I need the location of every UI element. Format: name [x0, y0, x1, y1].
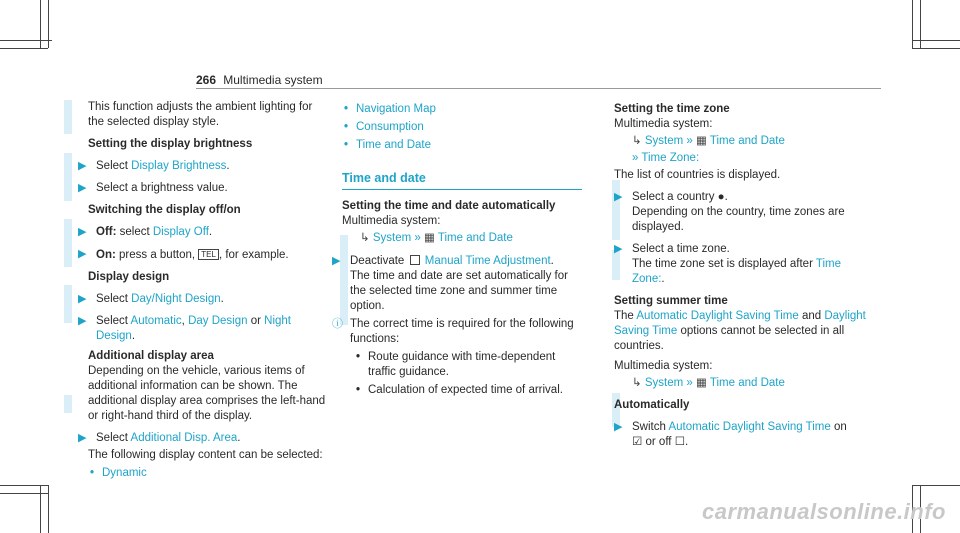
step: ▶ On: press a button, TEL , for example.: [78, 248, 289, 261]
crop-mark: [0, 493, 48, 494]
watermark: carmanualsonline.info: [702, 499, 946, 524]
calendar-icon: ▦: [696, 135, 707, 147]
area-text: Depending on the vehicle, various items of additional information can be shown. The additional display area comprises the left-hand or right-hand third of the display.: [88, 365, 326, 422]
menu-path: [342, 231, 582, 246]
left-margin-bar: [64, 153, 72, 201]
crop-mark: [48, 0, 49, 48]
list-item: [88, 466, 328, 481]
auto-dst-link[interactable]: Automatic Daylight Saving Time: [636, 310, 799, 322]
section-title: Multimedia system: [223, 73, 323, 87]
left-margin-bar: [64, 100, 72, 134]
heading-brightness: Setting the display brightness: [88, 138, 253, 150]
bullet-icon: •: [356, 351, 361, 363]
info-icon: ⓘ: [332, 318, 343, 330]
path-intro: Multimedia system:: [342, 215, 441, 227]
display-brightness-link[interactable]: Display Brightness: [131, 160, 227, 172]
page-number: 266: [196, 73, 217, 87]
step: ▶ Select Display Brightness.: [78, 160, 230, 172]
bullet-icon: •: [344, 121, 349, 133]
time-and-date-link[interactable]: Time and Date: [356, 139, 431, 151]
arrow-icon: ▶: [332, 255, 341, 267]
middle-column: [332, 100, 582, 398]
path-time-and-date[interactable]: Time and Date: [437, 232, 513, 244]
checkbox-empty-icon: [410, 255, 420, 265]
path-system[interactable]: System: [644, 135, 684, 147]
arrow-icon: ▶: [78, 293, 87, 305]
heading-time-zone: Setting the time zone: [614, 103, 730, 115]
left-margin-bar: [64, 219, 72, 267]
heading-area: Additional display area: [88, 350, 214, 362]
arrow-icon: ▶: [78, 248, 87, 260]
path-time-zone[interactable]: Time Zone:: [641, 152, 700, 164]
step: ▶ Deactivate Manual Time Adjustment. The time and date are set automatically for the selected time zone and summer time option.: [328, 254, 582, 314]
arrow-icon: ▶: [78, 226, 87, 238]
step: ▶ Switch Automatic Daylight Saving Time on ☑ or off ☐.: [614, 421, 847, 448]
heading-onoff: Switching the display off/on: [88, 204, 241, 216]
step: ▶ Select Additional Disp. Area.: [78, 432, 241, 444]
step: ▶ Select Day/Night Design.: [78, 293, 224, 305]
auto-dst-switch-link[interactable]: Automatic Daylight Saving Time: [668, 421, 831, 433]
dst-link[interactable]: Daylight Saving Time: [614, 310, 866, 337]
arrow-return-icon: ↳: [632, 135, 642, 147]
dynamic-link[interactable]: Dynamic: [102, 467, 147, 479]
arrow-icon: ▶: [614, 191, 623, 203]
list-item: [342, 138, 582, 153]
day-design-link[interactable]: Day Design: [188, 315, 248, 327]
bullet-icon: •: [90, 467, 95, 479]
crop-mark: [912, 485, 960, 486]
display-off-link[interactable]: Display Off: [152, 226, 209, 238]
navigation-map-link[interactable]: Navigation Map: [356, 103, 436, 115]
double-chevron-icon: »: [686, 135, 693, 147]
menu-path: [614, 134, 872, 149]
menu-path: [614, 151, 872, 166]
list-item: • Route guidance with time-dependent traffic guidance.: [356, 351, 556, 378]
arrow-return-icon: ↳: [360, 232, 370, 244]
crop-mark: [0, 40, 52, 41]
crop-mark: [48, 485, 49, 533]
menu-path: [614, 376, 872, 391]
calendar-icon: ▦: [696, 377, 707, 389]
step: ▶ Select a country ●. Depending on the country, time zones are displayed.: [614, 191, 845, 233]
double-chevron-icon: »: [414, 232, 421, 244]
crop-mark: [0, 485, 48, 486]
page-header: [196, 73, 323, 87]
arrow-icon: ▶: [78, 182, 87, 194]
arrow-return-icon: ↳: [632, 377, 642, 389]
day-night-design-link[interactable]: Day/Night Design: [131, 293, 221, 305]
checkbox-checked-icon: ☑: [632, 436, 643, 448]
heading-design: Display design: [88, 271, 170, 283]
bullet-icon: •: [344, 139, 349, 151]
time-zone-link[interactable]: Time Zone:: [632, 258, 842, 285]
automatic-link[interactable]: Automatic: [130, 315, 182, 327]
arrow-icon: ▶: [614, 421, 623, 433]
double-chevron-icon: »: [632, 152, 639, 164]
left-margin-bar: [64, 285, 72, 323]
path-time-and-date[interactable]: Time and Date: [709, 377, 785, 389]
heading-automatically: Automatically: [614, 399, 690, 411]
calendar-icon: ▦: [424, 232, 435, 244]
section-rule: [342, 189, 582, 190]
arrow-icon: ▶: [78, 315, 87, 327]
left-column: [78, 100, 328, 481]
step: ▶ Select a time zone. The time zone set is displayed after Time Zone:.: [614, 243, 842, 285]
intro-text: This function adjusts the ambient lighting for the selected display style.: [88, 101, 313, 128]
heading-time-date: Time and date: [342, 171, 426, 185]
list-item: [342, 120, 582, 135]
path-intro: Multimedia system:: [614, 360, 713, 372]
arrow-icon: ▶: [78, 432, 87, 444]
checkbox-empty-icon: ☐: [674, 436, 686, 448]
path-system[interactable]: System: [372, 232, 412, 244]
arrow-icon: ▶: [614, 243, 623, 255]
step: ▶ Select a brightness value.: [78, 182, 228, 194]
arrow-icon: ▶: [78, 160, 87, 172]
content-text: The following display content can be selected:: [88, 449, 323, 461]
heading-auto: Setting the time and date automatically: [342, 200, 556, 212]
step: ▶ Off: select Display Off.: [78, 226, 213, 238]
bullet-icon: •: [344, 103, 349, 115]
additional-disp-area-link[interactable]: Additional Disp. Area: [130, 432, 238, 444]
manual-time-adjustment-link[interactable]: Manual Time Adjustment: [424, 255, 551, 267]
list-text: The list of countries is displayed.: [614, 169, 781, 181]
bullet-icon: •: [356, 384, 361, 396]
step: ▶ Select Automatic, Day Design or Night Design.: [78, 315, 291, 342]
header-rule: [196, 88, 881, 89]
deactivate-text: The time and date are set automatically for the selected time zone and summer time option.: [350, 270, 568, 312]
list-item: [342, 102, 582, 117]
crop-mark: [912, 40, 960, 41]
summer-text: The Automatic Daylight Saving Time and Daylight Saving Time options cannot be selected in all countries.: [614, 310, 866, 352]
crop-mark: [912, 48, 960, 49]
tel-key-icon: TEL: [198, 249, 219, 260]
night-design-link[interactable]: Night Design: [96, 315, 291, 342]
list-item: • Calculation of expected time of arrival.: [356, 384, 563, 396]
right-column: [614, 100, 872, 450]
note: ⓘ The correct time is required for the following functions: • Route guidance with time-dependent traffic guidance. • Calculation of expected time of arrival.: [328, 317, 582, 398]
consumption-link[interactable]: Consumption: [356, 121, 424, 133]
path-system[interactable]: System: [644, 377, 684, 389]
path-time-and-date[interactable]: Time and Date: [709, 135, 785, 147]
path-intro: Multimedia system:: [614, 118, 713, 130]
crop-mark: [0, 48, 48, 49]
left-margin-bar: [64, 395, 72, 413]
heading-summer: Setting summer time: [614, 295, 728, 307]
double-chevron-icon: »: [686, 377, 693, 389]
